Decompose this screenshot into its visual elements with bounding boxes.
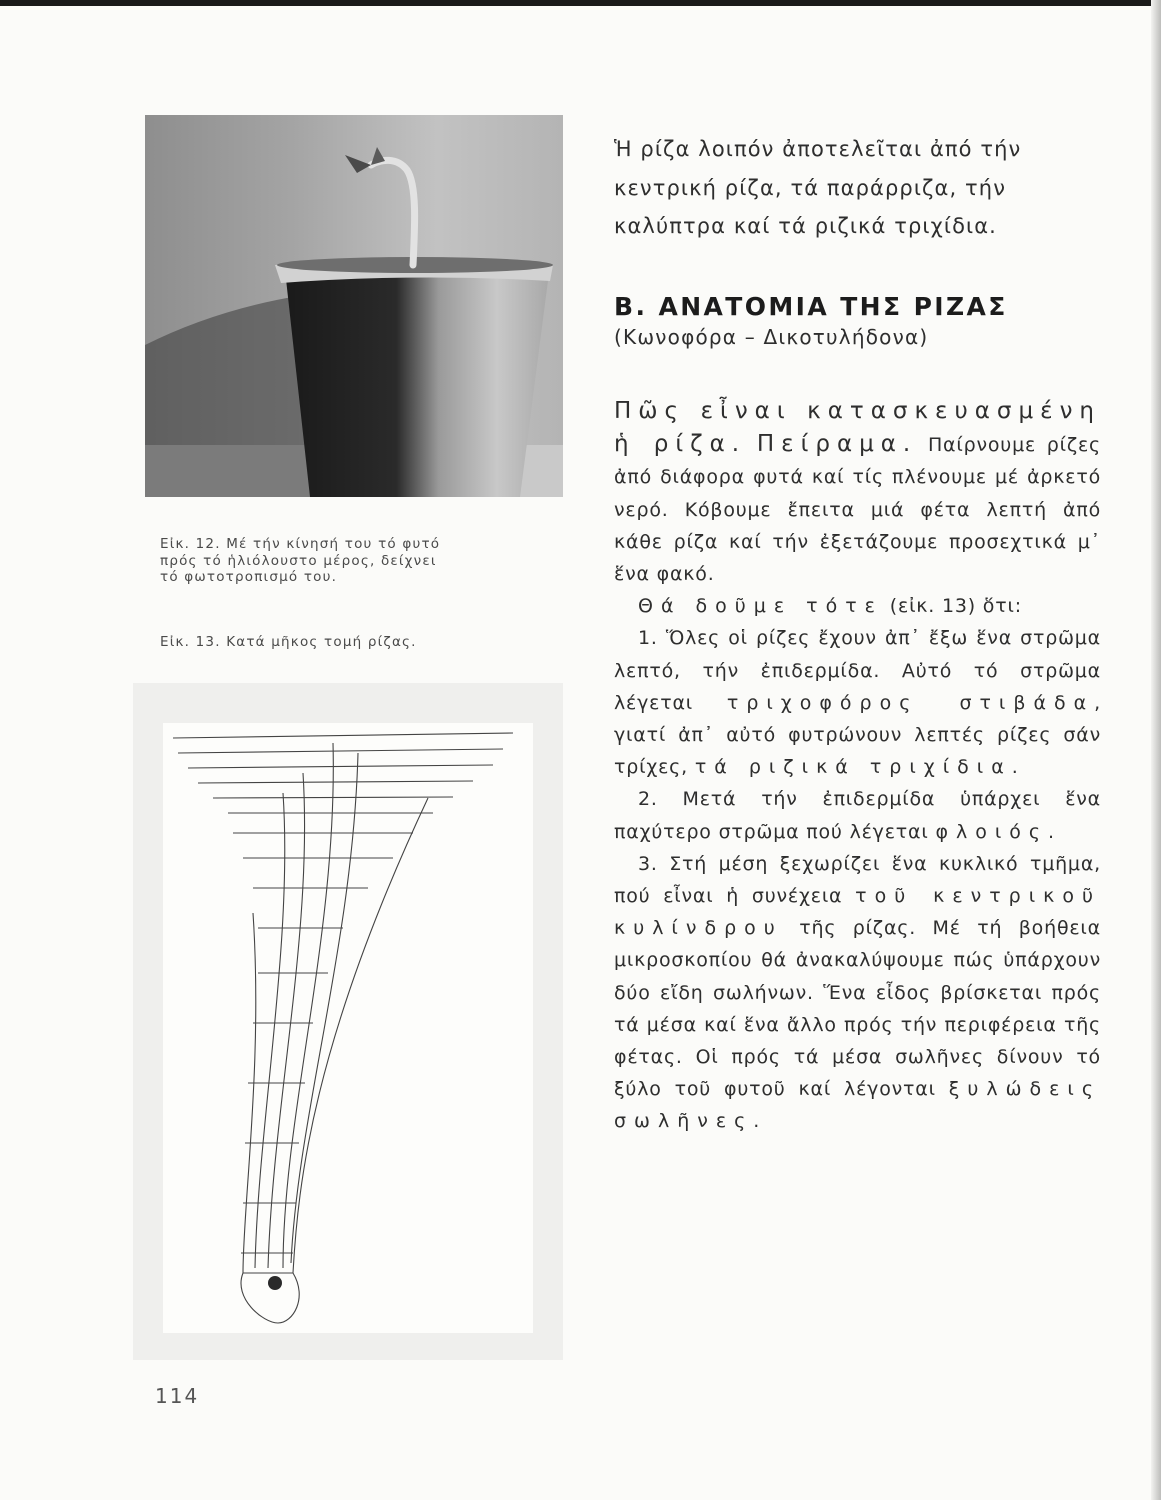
question-paragraph — [614, 395, 1101, 590]
item-1-text-a: 1. Ὅλες οἱ ρίζες ἔχουν ἀπ᾿ ἔξω ἕνα στρῶμα λεπτό, τήν ἐπιδερμίδα. Αὐτό τό στρῶμα λέγεται — [614, 627, 1101, 714]
lead-paragraph — [614, 590, 1101, 622]
item-3-text-b: τῆς ρίζας. Μέ τή βοήθεια μικροσκοπίου θά ἀνακαλύψουμε πώς ὑπάρχουν δύο εἴδη σωλήνων. Ἕνα εἶδος βρίσκεται πρός τά μέσα καί ἕνα ἄλλο πρός τήν περιφέρεια τῆς φέτας. Οἱ πρός τά μέσα σωλῆνες δίνουν τό ξύλο τοῦ φυτοῦ καί λέγονται — [614, 917, 1101, 1101]
question-text: Πῶς εἶναι κατασκευασμένη ἡ ρίζα. — [614, 398, 1101, 458]
figure-12-photo — [145, 115, 563, 497]
figure-12-caption: Εἰκ. 12. Μέ τήν κίνησή του τό φυτό πρός τό ἡλιόλουστο μέρος, δείχνει τό φωτοτροπισμό του. — [160, 536, 441, 585]
item-1-paragraph — [614, 622, 1101, 783]
item-3-term: τοῦ κεντρικοῦ κυλίνδρου — [614, 885, 1101, 940]
figure-13-caption: Εἰκ. 13. Κατά μῆκος τομή ρίζας. — [160, 634, 417, 650]
item-1-term-2: τά ριζικά τριχίδια — [694, 756, 1012, 779]
item-2-paragraph — [614, 783, 1101, 847]
lead-spaced: Θά δοῦμε τότε — [638, 595, 883, 618]
page-edge-shadow — [1151, 0, 1161, 1500]
item-1-term: τριχοφόρος στιβάδα — [726, 691, 1095, 714]
lead-rest: (εἰκ. 13) ὅτι: — [889, 595, 1022, 618]
item-1-text-c: . — [1011, 756, 1019, 779]
section-subheading: (Κωνοφόρα – Δικοτυλήδονα) — [614, 325, 929, 349]
experiment-label: Πείραμα. — [756, 431, 918, 458]
item-2-text-c: . — [1048, 820, 1055, 843]
item-2-text-a: 2. Μετά τήν ἐπιδερμίδα ὑπάρχει ἕνα παχύτερο στρῶμα πού λέγεται — [614, 788, 1101, 843]
top-edge-rule — [0, 0, 1161, 6]
experiment-text: Παίρνουμε ρίζες ἀπό διάφορα φυτά καί τίς πλένουμε μέ ἀρκετό νερό. Κόβουμε ἔπειτα μιά φέτα λεπτή ἀπό κάθε ρίζα καί τήν ἐξετάζουμε προσεχτικά μ᾿ ἕνα φακό. — [614, 434, 1101, 586]
item-3-text-a: 3. Στή μέση ξεχωρίζει ἕνα κυκλικό τμῆμα, πού εἶναι ἡ συνέχεια — [614, 852, 1101, 908]
page-number: 114 — [155, 1384, 200, 1408]
item-3-paragraph — [614, 848, 1101, 1138]
body-text — [614, 395, 1101, 1138]
intro-paragraph: Ἡ ρίζα λοιπόν ἀποτελεῖται ἀπό τήν κεντρική ρίζα, τά παράρριζα, τήν καλύπτρα καί τά ριζικά τριχίδια. — [614, 137, 1022, 238]
item-2-term: φλοιός — [935, 820, 1049, 843]
item-3-text-c: . — [753, 1110, 761, 1133]
item-3-term-2: ξυλώδεις σωλῆνες — [614, 1078, 1101, 1133]
section-heading: Β. ΑΝΑΤΟΜΙΑ ΤΗΣ ΡΙΖΑΣ — [614, 292, 1008, 321]
item-1-text-b: , γιατί ἀπ᾿ αὐτό φυτρώνουν λεπτές ρίζες σάν τρίχες, — [614, 691, 1101, 779]
figure-13-root-section — [133, 683, 563, 1360]
